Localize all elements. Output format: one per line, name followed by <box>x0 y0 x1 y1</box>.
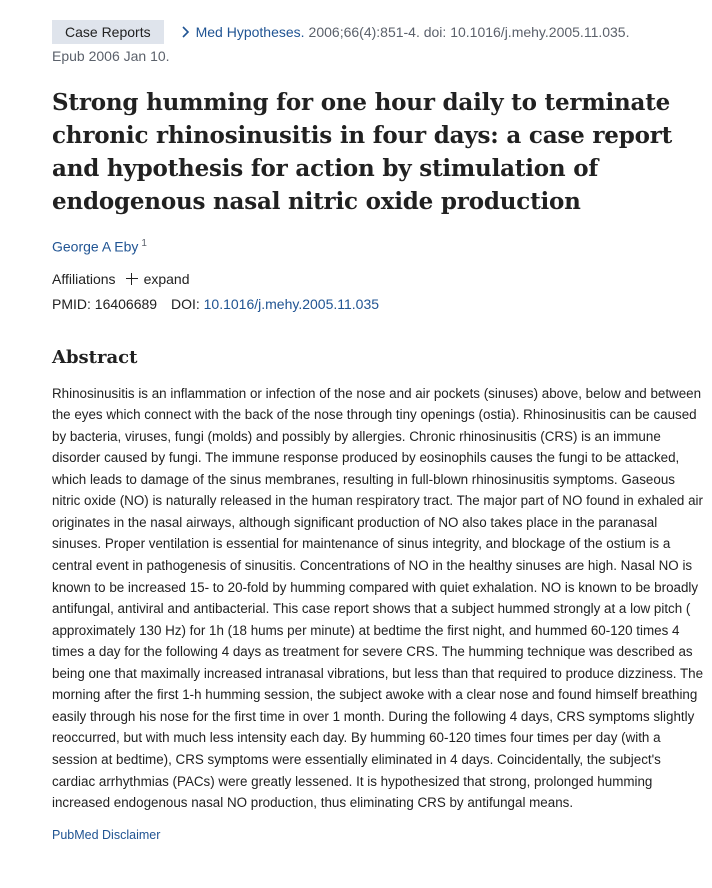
citation-text: 2006;66(4):851-4. doi: 10.1016/j.mehy.2005.11.035. <box>308 24 630 40</box>
pubmed-disclaimer <box>52 826 702 844</box>
expand-label: expand <box>143 270 190 287</box>
pmid-label: PMID: <box>52 295 91 312</box>
author-list <box>52 234 702 257</box>
article-title: Strong humming for one hour daily to terminate chronic rhinosinusitis in four days: a case report and hypothesis for action by stimulation of endogenous nasal nitric oxide production <box>52 89 673 215</box>
journal-link[interactable]: Med Hypotheses. <box>195 24 305 40</box>
epub-date: Epub 2006 Jan 10. <box>52 48 170 64</box>
author-link[interactable]: George A Eby <box>52 238 139 255</box>
affiliations-label: Affiliations <box>52 270 116 287</box>
chevron-right-icon <box>178 25 194 39</box>
citation-line <box>52 20 702 44</box>
expand-affiliations-button[interactable] <box>126 269 190 289</box>
article-page <box>52 20 702 844</box>
disclaimer-link[interactable]: PubMed Disclaimer <box>52 827 161 842</box>
doi-link[interactable]: 10.1016/j.mehy.2005.11.035 <box>203 295 380 312</box>
abstract-text: Rhinosinusitis is an inflammation or infection of the nose and air pockets (sinuses) above, below and between the eyes which connect with the back of the nose through tiny openings (ostia). Rhinosinusitis can be caused by bacteria, viruses, fungi (molds) and possibly by allergies. Chronic rhinosinusitis (CRS) is an immune disorder caused by fungi. The immune response produced by eosinophils causes the fungi to be attacked, which leads to damage of the sinus membranes, resulting in full-blown rhinosinusitis symptoms. Gaseous nitric oxide (NO) is naturally released in the human respiratory tract. The major part of NO found in exhaled air originates in the nasal airways, although significant production of NO also takes place in the paranasal sinuses. Proper ventilation is essential for maintenance of sinus integrity, and blockage of the ostium is a central event in pathogenesis of sinusitis. Concentrations of NO in the healthy sinuses are high. Nasal NO is known to be increased 15- to 20-fold by humming compared with quiet exhalation. NO is known to be broadly antifungal, antiviral and antibacterial. This case report shows that a subject hummed strongly at a low pitch ( approximately 130 Hz) for 1h (18 hums per minute) at bedtime the first night, and hummed 60-120 times 4 times a day for the following 4 days as treatment for severe CRS. The humming technique was described as being one that maximally increased intranasal vibrations, but less than that required to produce dizziness. The morning after the first 1-h humming session, the subject awoke with a clear nose and found himself breathing easily through his nose for the first time in over 1 month. During the following 4 days, CRS symptoms slightly reoccurred, but with much less intensity each day. By humming 60-120 times four times per day (with a session at bedtime), CRS symptoms were essentially eliminated in 4 days. Coincidentally, the subject's cardiac arrhythmias (PACs) were greatly lessened. It is hypothesized that strong, prolonged humming increased endogenous nasal NO production, thus eliminating CRS by antifungal means. <box>52 385 704 811</box>
plus-icon <box>126 273 138 285</box>
pmid-value: 16406689 <box>94 295 158 312</box>
abstract-heading: Abstract <box>52 346 138 368</box>
publication-type-badge: Case Reports <box>52 20 164 44</box>
doi-label: DOI: <box>170 295 200 312</box>
affiliations-row <box>52 269 702 289</box>
author-affiliation-number[interactable]: 1 <box>141 238 147 249</box>
identifiers-row <box>52 293 702 315</box>
